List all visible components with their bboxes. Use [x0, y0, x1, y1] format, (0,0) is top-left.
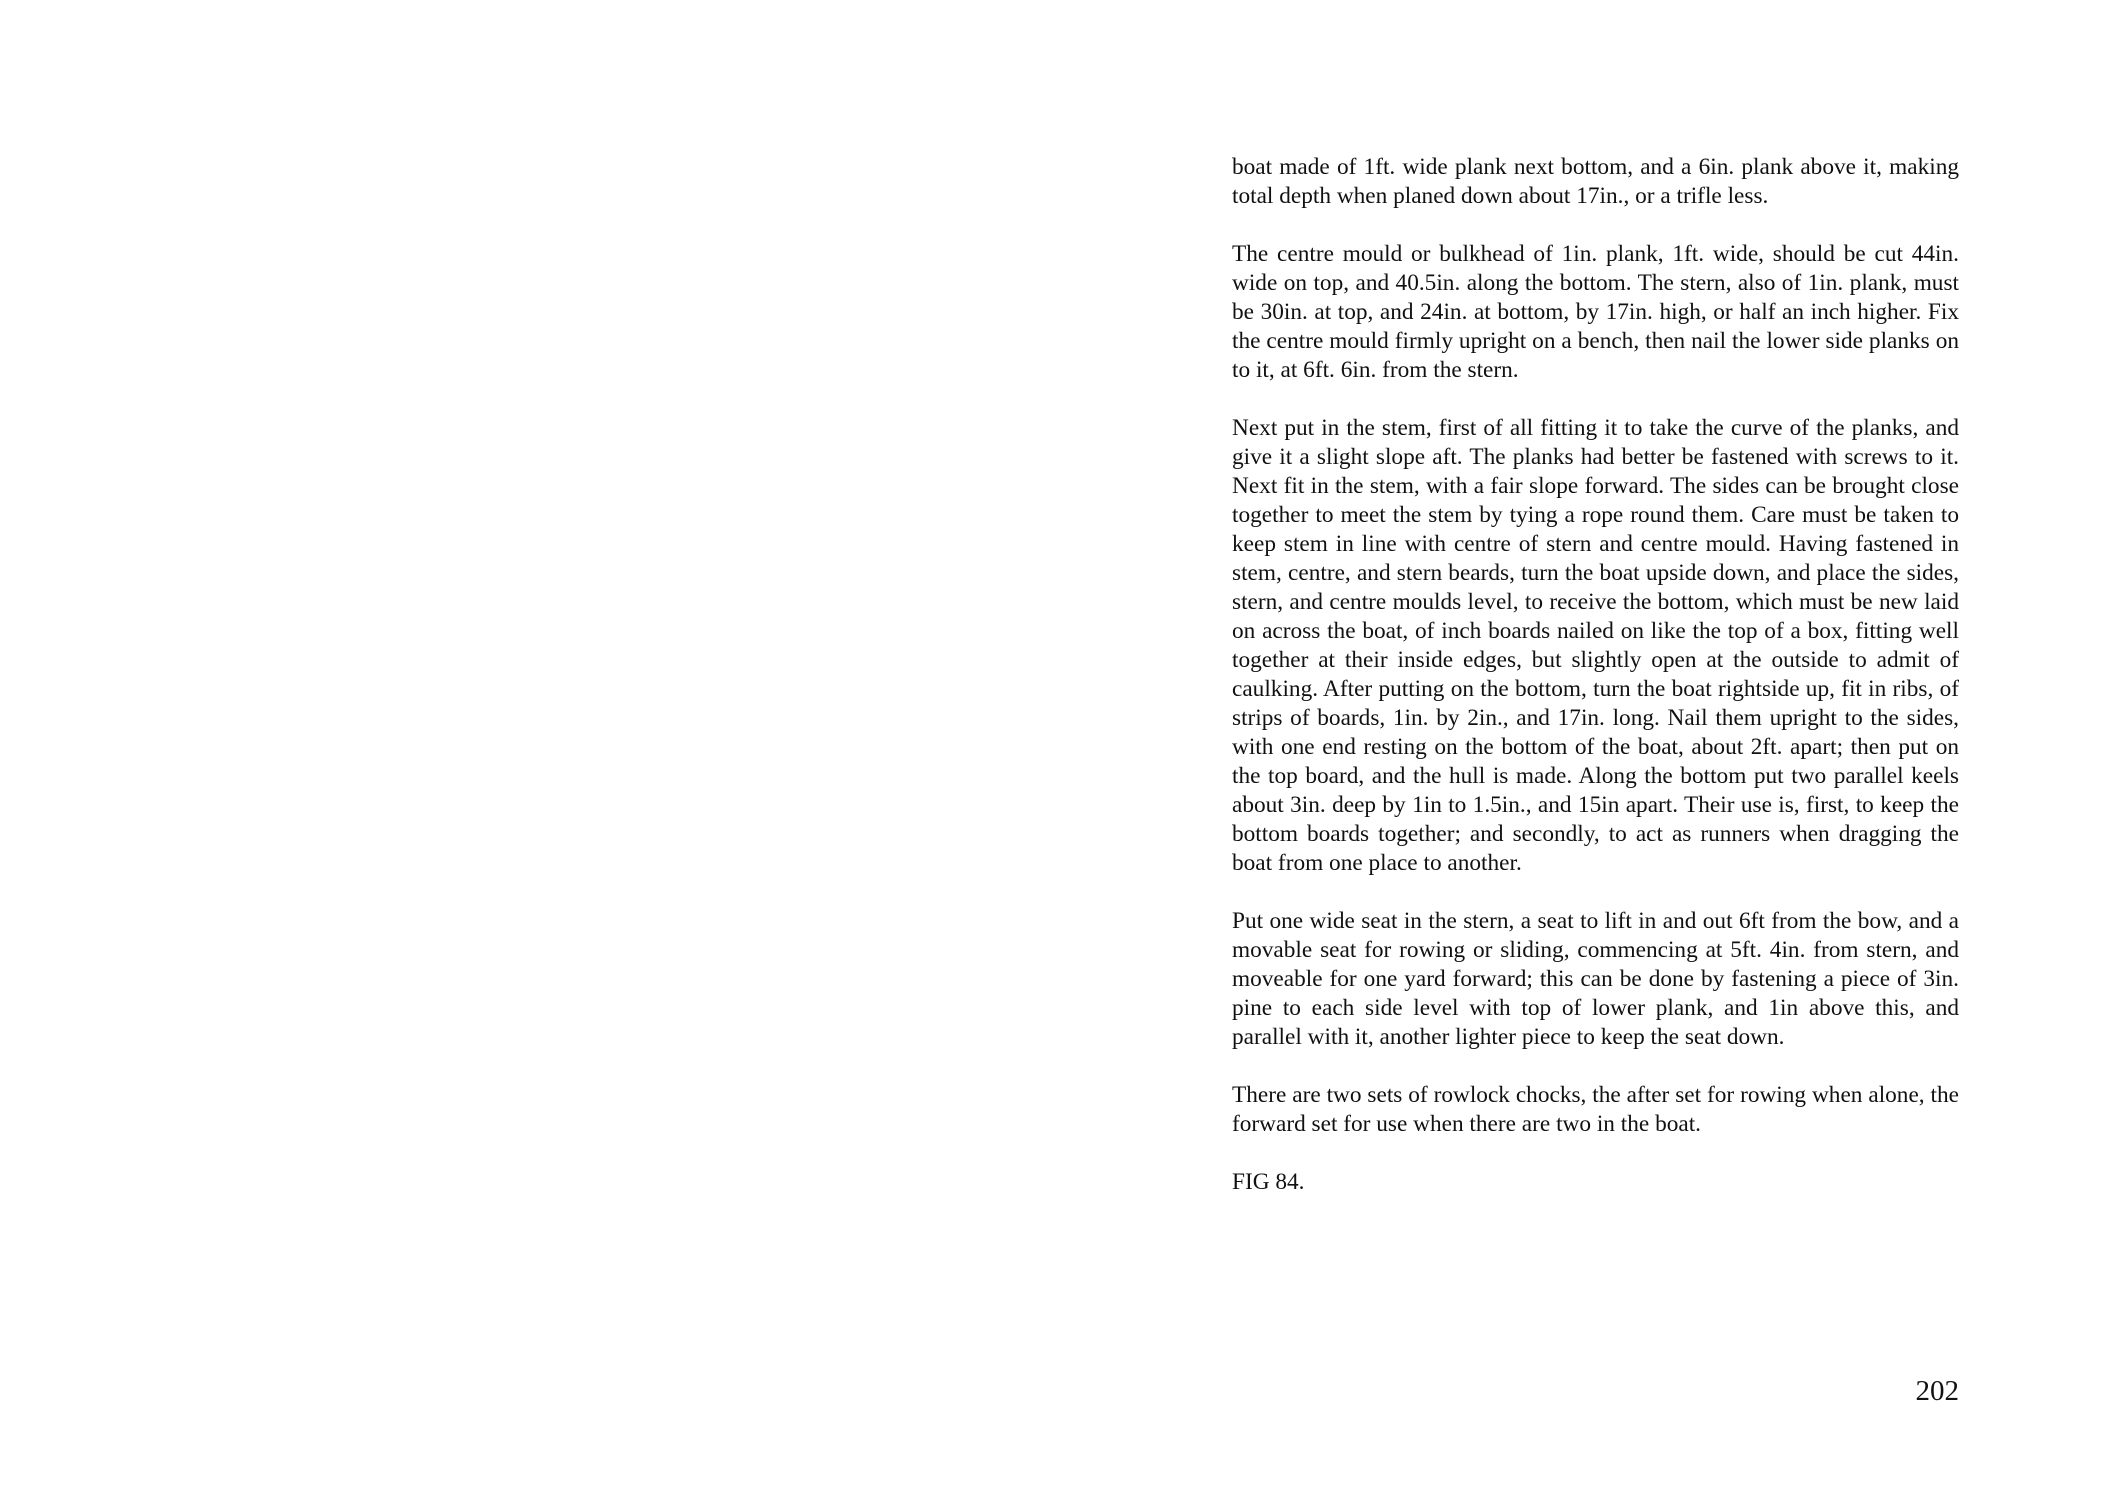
- paragraph-2: The centre mould or bulkhead of 1in. plank, 1ft. wide, should be cut 44in. wide on top, and 40.5in. along the bottom. The stern, also of 1in. plank, must be 30in. at top, and 24in. at bottom, by 17in. high, or half an inch higher. Fix the centre mould firmly upright on a bench, then nail the lower side planks on to it, at 6ft. 6in. from the stern.: [1232, 241, 1959, 383]
- page-number: 202: [1915, 1375, 1959, 1407]
- paragraph-4: Put one wide seat in the stern, a seat to lift in and out 6ft from the bow, and a movable seat for rowing or sliding, commencing at 5ft. 4in. from stern, and moveable for one yard forward; this can be done by fastening a piece of 3in. pine to each side level with top of lower plank, and 1in above this, and parallel with it, another lighter piece to keep the seat down.: [1232, 908, 1959, 1050]
- paragraph-1: boat made of 1ft. wide plank next bottom, and a 6in. plank above it, making total depth when planed down about 17in., or a trifle less.: [1232, 154, 1959, 209]
- figure-caption: FIG 84.: [1232, 1169, 1305, 1195]
- paragraph-3: Next put in the stem, first of all fitting it to take the curve of the planks, and give it a slight slope aft. The planks had better be fastened with screws to it. Next fit in the stem, with a fair slope forward. The sides can be brought close together to meet the stem by tying a rope round them. Care must be taken to keep stem in line with centre of stern and centre mould. Having fastened in stem, centre, and stern beards, turn the boat upside down, and place the sides, stern, and centre moulds level, to receive the bottom, which must be new laid on across the boat, of inch boards nailed on like the top of a box, fitting well together at their inside edges, but slightly open at the outside to admit of caulking. After putting on the bottom, turn the boat rightside up, fit in ribs, of strips of boards, 1in. by 2in., and 17in. long. Nail them upright to the sides, with one end resting on the bottom of the boat, about 2ft. apart; then put on the top board, and the hull is made. Along the bottom put two parallel keels about 3in. deep by 1in to 1.5in., and 15in apart. Their use is, first, to keep the bottom boards together; and secondly, to act as runners when dragging the boat from one place to another.: [1232, 415, 1959, 876]
- text-column: [1232, 153, 1959, 1226]
- paragraph-5: There are two sets of rowlock chocks, the after set for rowing when alone, the forward set for use when there are two in the boat.: [1232, 1082, 1959, 1137]
